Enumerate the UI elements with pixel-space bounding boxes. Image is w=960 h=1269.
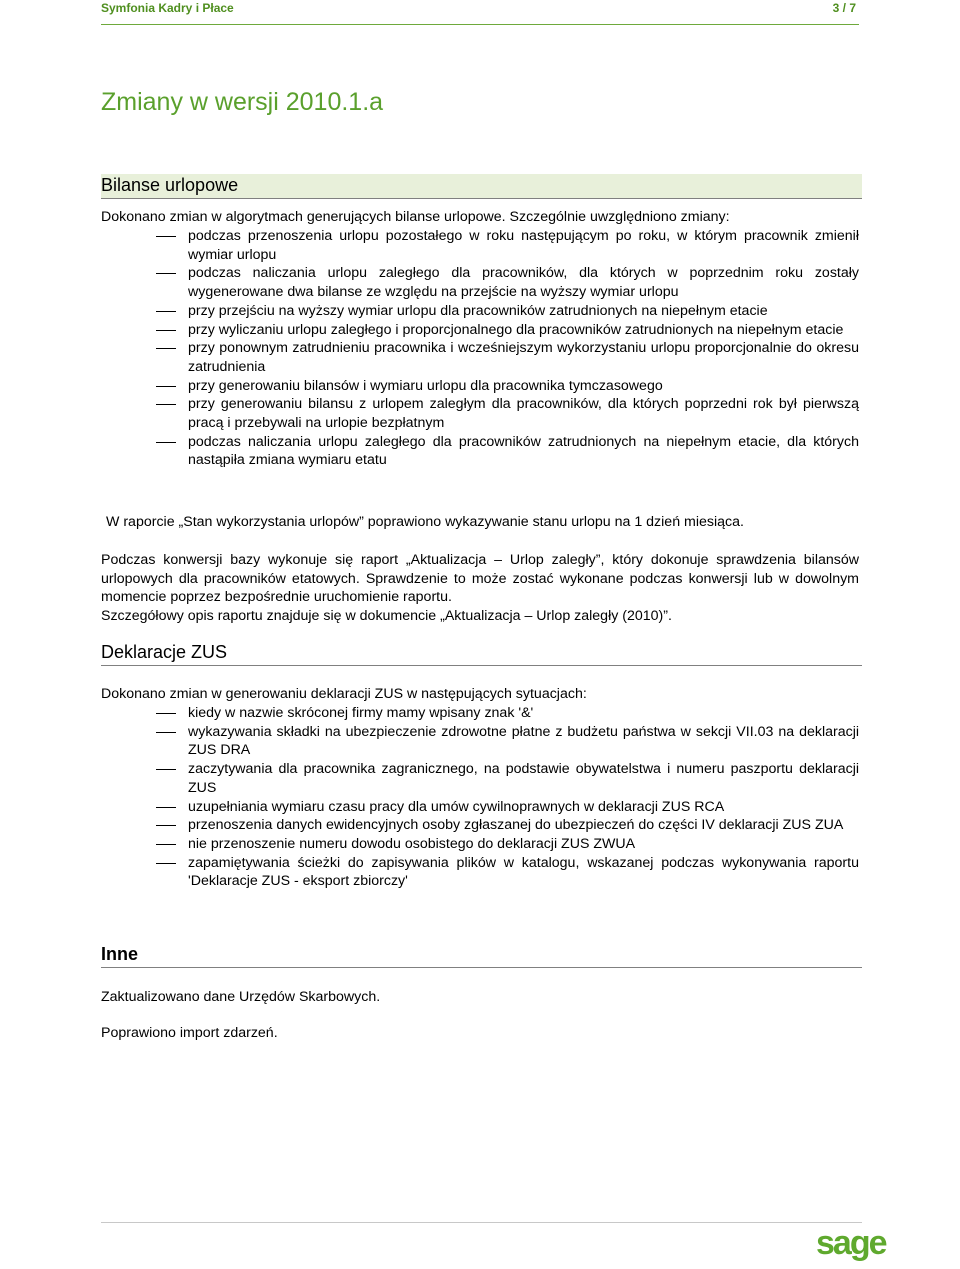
list-item: przy generowaniu bilansu z urlopem zaległym dla pracowników, dla których poprzedni rok był pierwszą pracą i przebywali na urlopie bezpłatnym: [101, 395, 859, 432]
list-item: podczas przenoszenia urlopu pozostałego w roku następującym po roku, w którym pracownik zmienił wymiar urlopu: [101, 227, 859, 264]
list-item: przenoszenia danych ewidencyjnych osoby zgłaszanej do ubezpieczeń do części IV deklaracji ZUS ZUA: [101, 816, 859, 835]
dash-bullet: [156, 769, 176, 770]
list-item: zaczytywania dla pracownika zagranicznego, na podstawie obywatelstwa i numeru paszportu deklaracji ZUS: [101, 760, 859, 797]
bilanse-intro: Dokonano zmian w algorytmach generujących bilanse urlopowe. Szczególnie uwzględniono zmiany:: [101, 209, 730, 225]
raport-note: W raporcie „Stan wykorzystania urlopów” poprawiono wykazywanie stanu urlopu na 1 dzień miesiąca.: [106, 514, 744, 530]
list-item: podczas naliczania urlopu zaległego dla pracowników zatrudnionych na niepełnym etacie, dla których nastąpiła zmiana wymiaru etatu: [101, 433, 859, 470]
dash-bullet: [156, 713, 176, 714]
bilanse-list: [101, 227, 859, 470]
zus-list: [101, 704, 859, 891]
list-item: kiedy w nazwie skróconej firmy mamy wpisany znak '&': [101, 704, 859, 723]
dash-bullet: [156, 442, 176, 443]
list-item: przy przejściu na wyższy wymiar urlopu dla pracowników zatrudnionych na niepełnym etacie: [101, 302, 859, 321]
list-item: przy generowaniu bilansów i wymiaru urlopu dla pracownika tymczasowego: [101, 377, 859, 396]
dash-bullet: [156, 844, 176, 845]
list-item: uzupełniania wymiaru czasu pracy dla umów cywilnoprawnych w deklaracji ZUS RCA: [101, 798, 859, 817]
main-title: Zmiany w wersji 2010.1.a: [101, 88, 384, 116]
dash-bullet: [156, 825, 176, 826]
sage-logo: [816, 1225, 892, 1263]
dash-bullet: [156, 348, 176, 349]
zus-intro: Dokonano zmian w generowaniu deklaracji ZUS w następujących sytuacjach:: [101, 686, 587, 702]
opis-line: Szczegółowy opis raportu znajduje się w dokumencie „Aktualizacja – Urlop zaległy (2010)”.: [101, 608, 672, 624]
page-header: [101, 0, 859, 25]
sage-logo-text: sage: [816, 1225, 886, 1262]
dash-bullet: [156, 236, 176, 237]
section-heading-inne-text: Inne: [101, 944, 139, 964]
footer-rule: [101, 1222, 862, 1223]
list-item: podczas naliczania urlopu zaległego dla pracowników, dla których w poprzednim roku zostały wygenerowane dwa bilanse ze względu na przejście na wyższy wymiar urlopu: [101, 264, 859, 301]
dash-bullet: [156, 386, 176, 387]
list-item: wykazywania składki na ubezpieczenie zdrowotne płatne z budżetu państwa w sekcji VII.03 na deklaracji ZUS DRA: [101, 723, 859, 760]
section-heading-bilanse-text: Bilanse urlopowe: [101, 175, 239, 195]
list-item: przy ponownym zatrudnieniu pracownika i wcześniejszym wykorzystaniu urlopu proporcjonalnie do okresu zatrudnienia: [101, 339, 859, 376]
list-item: przy wyliczaniu urlopu zaległego i proporcjonalnego dla pracowników zatrudnionych na niepełnym etacie: [101, 321, 859, 340]
section-heading-zus: [101, 641, 862, 666]
list-item: nie przenoszenie numeru dowodu osobistego do deklaracji ZUS ZWUA: [101, 835, 859, 854]
dash-bullet: [156, 404, 176, 405]
inne-line-2: Poprawiono import zdarzeń.: [101, 1025, 278, 1041]
dash-bullet: [156, 311, 176, 312]
dash-bullet: [156, 863, 176, 864]
inne-line-1: Zaktualizowano dane Urzędów Skarbowych.: [101, 989, 381, 1005]
header-page-number: 3 / 7: [832, 1, 856, 15]
dash-bullet: [156, 732, 176, 733]
header-title: Symfonia Kadry i Płace: [101, 1, 234, 15]
dash-bullet: [156, 330, 176, 331]
section-heading-inne: [101, 943, 862, 968]
list-item: zapamiętywania ścieżki do zapisywania plików w katalogu, wskazanej podczas wykonywania raportu 'Deklaracje ZUS - eksport zbiorczy': [101, 854, 859, 891]
section-heading-bilanse: [101, 174, 862, 199]
section-heading-zus-text: Deklaracje ZUS: [101, 642, 228, 662]
dash-bullet: [156, 273, 176, 274]
dash-bullet: [156, 807, 176, 808]
konwersja-paragraph: Podczas konwersji bazy wykonuje się raport „Aktualizacja – Urlop zaległy”, który dokonuje sprawdzenia bilansów urlopowych dla pracowników etatowych. Sprawdzenie to może zostać wykonane podczas konwersji lub w dowolnym momencie poprzez bezpośrednie uruchomienie raportu.: [101, 552, 859, 606]
